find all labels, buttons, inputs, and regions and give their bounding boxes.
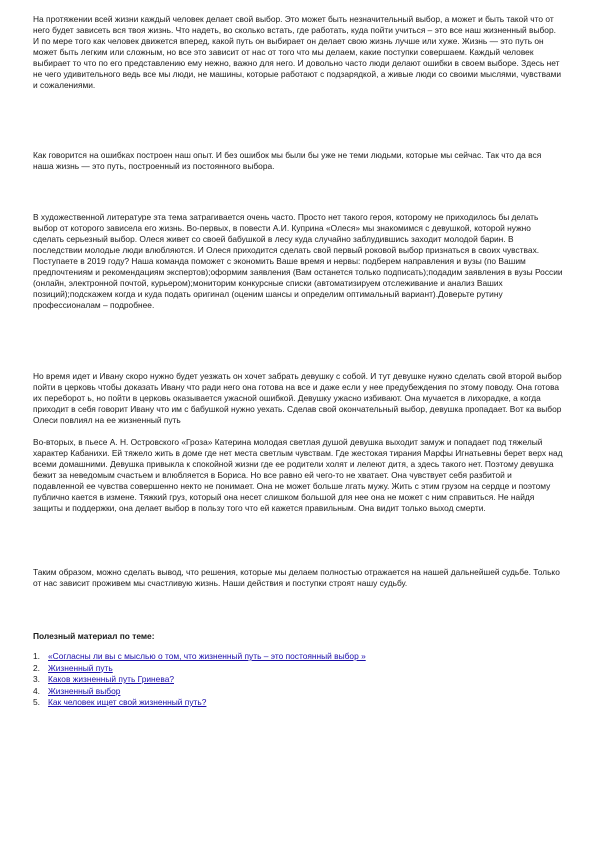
list-item [33, 674, 553, 686]
related-links-list [33, 651, 553, 709]
list-item [33, 697, 553, 709]
list-number: 2. [33, 662, 40, 673]
list-number: 3. [33, 674, 40, 684]
list-number: 1. [33, 651, 40, 661]
related-link-1[interactable]: «Согласны ли вы с мыслью о том, что жизненный путь – это постоянный выбор » [48, 651, 366, 661]
paragraph-olesya: В художественной литературе эта тема затрагивается очень часто. Просто нет такого героя, которому не приходилось бы делать выбор от которого зависела его жизнь. Во-первых, в повести А.И. Куприна «Олеся» мы знакомимся с девушкой, которой нужно сделать серьезный выбор. Олеся живет со своей бабушкой в лесу куда случайно заблудившись заходит молодой барин. В последствии молодые люди влюбляются. И Олеся приходится сделать свой первый роковой выбор признаться в своих чувствах. Поступаете в 2019 году? Наша команда поможет с экономить Ваше время и нервы: подберем направления и вузы (по Вашим предпочтениям и рекомендациям экспертов);оформим заявления (Вам останется только подписать);подадим заявления в вузы России (онлайн, электронной почтой, курьером);мониторим конкурсные списки (автоматизируем отслеживание и анализ Ваших позиций);подскажем когда и куда подать оригинал (оценим шансы и определим оптимальный вариант).Доверьте рутину профессионалам – подробнее. [33, 212, 563, 310]
list-item [33, 686, 553, 698]
paragraph-conclusion: Таким образом, можно сделать вывод, что решения, которые мы делаем полностью отражается на нашей дальнейшей судьбе. Только от нас зависит проживем мы счастливую жизнь. Наши действия и поступки строят нашу судьбу. [33, 567, 560, 588]
list-item [33, 663, 553, 675]
related-link-4[interactable]: Жизненный выбор [48, 685, 121, 696]
paragraph-groza: Во-вторых, в пьесе А. Н. Островского «Гроза» Катерина молодая светлая душой девушка выходит замуж и попадает под тяжелый характер Кабанихи. Ей тяжело жить в доме где нет места светлым чувствам. Где жестокая тирания Марфы Игнатьевны берет верх над всеми домашними. Девушка привыкла к спокойной жизни где ее родители холят и лелеют дитя, а здесь такого нет. Поэтому девушка бежит за неведомым счастьем и влюбляется в Бориса. Но все равно ей чего-то не хватает. Она чувствует себя разбитой и подавленной ее чувства совершенно некто не понимает. Она не может больше лгать мужу. Жить с этим грузом на сердце и поэтому публично кается в измене. Тяжкий груз, который она несет слишком большой для нее она не может с ним справиться. Не найдя защиты и поддержки, она делает выбор в пользу того что ей кажется правильным. Она видит только выход смерти. [33, 437, 563, 513]
list-number: 4. [33, 685, 40, 696]
related-link-5[interactable]: Как человек ищет свой жизненный путь? [48, 697, 207, 707]
related-link-3[interactable]: Каков жизненный путь Гринева? [48, 674, 175, 684]
paragraph-experience: Как говорится на ошибках построен наш опыт. И без ошибок мы были бы уже не теми людьми, которые мы сейчас. Так что да вся наша жизнь — это путь, построенный из постоянного выбора. [33, 150, 542, 171]
related-heading: Полезный материал по теме: [33, 631, 155, 641]
paragraph-olesya-choice: Но время идет и Ивану скоро нужно будет уезжать он хочет забрать девушку с собой. И тут девушке нужно сделать свой второй выбор пойти в церковь чтобы доказать Ивану что ради него она готова на все и даже если у нее предубеждения по этому поводу. Она готова их переборот ь, но пойти в церковь оказывается ужасной ошибкой. Девушку ужасно избивают. Она мучается в лихорадке, а когда приходит в себя говорит Ивану что им с бабушкой нужно уехать. Сделав свой окончательный выбор, девушка пропадает. Вот ка выбор Олеси повлиял на ее жизненный путь [33, 371, 562, 425]
paragraph-intro: На протяжении всей жизни каждый человек делает свой выбор. Это может быть незначительный выбор, а может и быть такой что от него будет зависеть вся твоя жизнь. Что надеть, во сколько встать, где работать, куда пойти учиться – это все наш жизненный выбор. И по мере того как человек движется вперед, какой путь он выбирает он делает свою жизнь лучше или хуже. Жизнь — это путь он может быть легким или сложным, но все это зависит от нас от того что мы делаем, какие поступки совершаем. Каждый человек выбирает то что по его представлению ему нежно, важно для него. И довольно часто люди делают ошибки в своем выборе. Здесь нет не чего удивительного ведь все мы люди, не машины, которые работают с подзарядкой, а живые люди со своими мыслями, чувствами и сожалениями. [33, 14, 562, 90]
list-item [33, 651, 553, 663]
list-number: 5. [33, 697, 40, 707]
related-link-2[interactable]: Жизненный путь [48, 662, 113, 673]
